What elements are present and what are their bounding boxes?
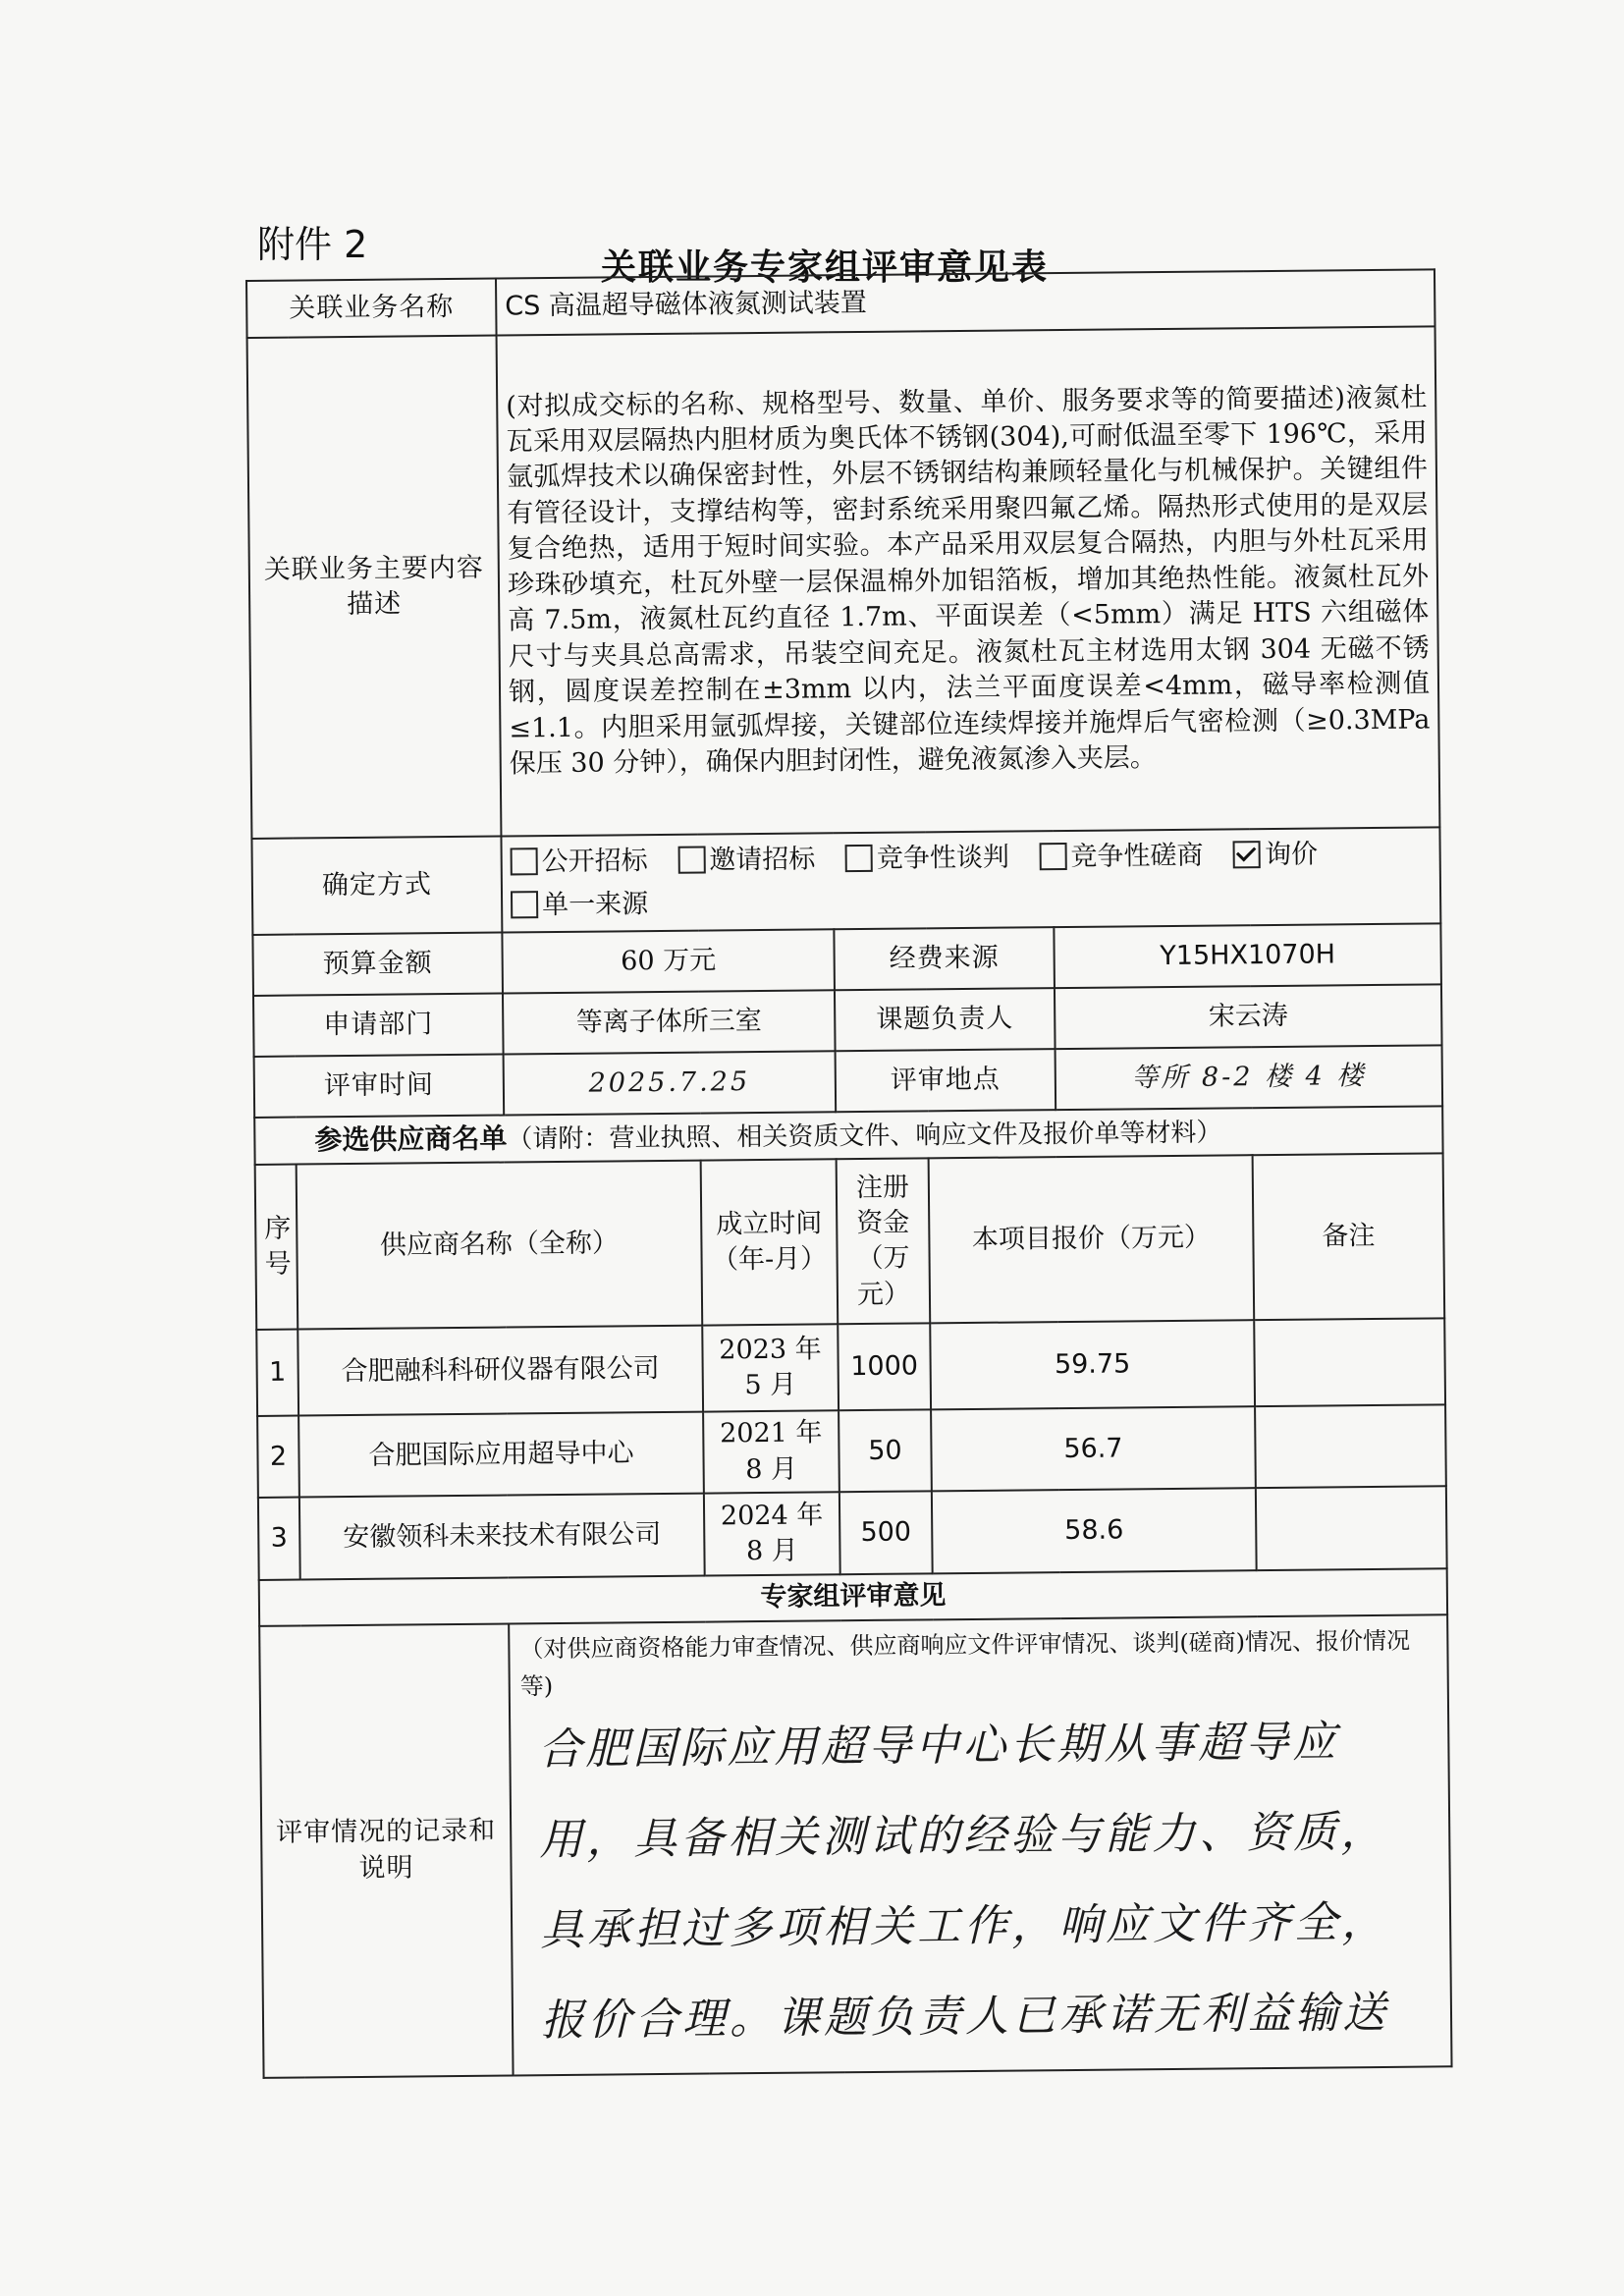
method-label: 确定方式 bbox=[251, 837, 502, 935]
col-header-founded: 成立时间（年-月） bbox=[701, 1160, 839, 1326]
supplier-no: 2 bbox=[257, 1416, 299, 1498]
table-row bbox=[257, 1405, 1446, 1498]
supplier-remark bbox=[1256, 1487, 1447, 1571]
table-row bbox=[256, 1319, 1445, 1417]
checkbox[interactable] bbox=[1039, 842, 1066, 869]
supplier-remark bbox=[1255, 1405, 1446, 1489]
business-name-label: 关联业务名称 bbox=[246, 279, 497, 338]
col-header-no: 序号 bbox=[255, 1165, 298, 1330]
checkbox[interactable] bbox=[845, 844, 873, 871]
supplier-name: 合肥国际应用超导中心 bbox=[298, 1412, 704, 1498]
supplier-capital: 1000 bbox=[838, 1324, 931, 1411]
fund-source-label: 经费来源 bbox=[834, 927, 1055, 990]
opinion-section-title: 专家组评审意见 bbox=[259, 1569, 1447, 1626]
review-place-label: 评审地点 bbox=[836, 1049, 1056, 1112]
col-header-quote: 本项目报价（万元） bbox=[929, 1156, 1255, 1324]
leader-label: 课题负责人 bbox=[835, 988, 1056, 1051]
supplier-founded: 2021 年 8 月 bbox=[703, 1411, 839, 1494]
checkbox[interactable] bbox=[677, 846, 705, 873]
col-header-capital: 注册资金（万元） bbox=[837, 1159, 931, 1325]
method-option-single-source[interactable]: 单一来源 bbox=[511, 889, 648, 920]
business-name-value: CS 高温超导磁体液氮测试装置 bbox=[496, 269, 1435, 335]
review-time-value: 2025.7.25 bbox=[504, 1051, 837, 1115]
budget-value: 60 万元 bbox=[502, 929, 835, 993]
supplier-remark bbox=[1254, 1319, 1445, 1407]
method-option-negotiation[interactable]: 竞争性谈判 bbox=[845, 843, 1009, 875]
dept-value: 等离子体所三室 bbox=[503, 990, 836, 1054]
fund-source-value: Y15HX1070H bbox=[1054, 923, 1441, 988]
checkbox[interactable] bbox=[511, 891, 538, 918]
supplier-founded: 2024 年 8 月 bbox=[704, 1493, 840, 1576]
supplier-founded: 2023 年 5 月 bbox=[702, 1325, 839, 1412]
method-option-consultation[interactable]: 竞争性磋商 bbox=[1039, 841, 1203, 873]
opinion-cell bbox=[509, 1614, 1451, 2075]
main-content-label: 关联业务主要内容描述 bbox=[247, 336, 502, 839]
method-option-inquiry[interactable]: 询价 bbox=[1233, 840, 1318, 871]
opinion-handwritten-text: 合肥国际应用超导中心长期从事超导应用，具备相关测试的经验与能力、资质，具承担过多项相关工作，响应文件齐全，报价合理。课题负责人已承诺无利益输送 bbox=[538, 1717, 1390, 2046]
method-option-invited-tender[interactable]: 邀请招标 bbox=[677, 844, 815, 875]
table-row bbox=[258, 1487, 1447, 1581]
checkbox[interactable] bbox=[511, 847, 538, 875]
supplier-quote: 58.6 bbox=[932, 1488, 1257, 1573]
dept-label: 申请部门 bbox=[253, 994, 504, 1057]
form-title: 关联业务专家组评审意见表 bbox=[600, 247, 1049, 288]
method-option-open-tender[interactable]: 公开招标 bbox=[511, 846, 648, 877]
checkbox-checked[interactable] bbox=[1233, 841, 1261, 868]
supplier-no: 3 bbox=[258, 1498, 300, 1580]
supplier-section-title: 参选供应商名单 bbox=[314, 1121, 508, 1157]
opinion-note: （对供应商资格能力审查情况、供应商响应文件评审情况、谈判(磋商)情况、报价情况等) bbox=[519, 1626, 1411, 1701]
review-form-table bbox=[245, 268, 1453, 2078]
budget-label: 预算金额 bbox=[252, 933, 503, 996]
method-options bbox=[501, 827, 1440, 932]
review-time-label: 评审时间 bbox=[254, 1055, 505, 1118]
supplier-capital: 500 bbox=[839, 1492, 933, 1575]
supplier-name: 合肥融科科研仪器有限公司 bbox=[298, 1326, 703, 1416]
main-content-text: (对拟成交标的名称、规格型号、数量、单价、服务要求等的简要描述)液氮杜瓦采用双层隔热内胆材质为奥氏体不锈钢(304),可耐低温至零下 196℃，采用氩弧焊技术以确保密封性，外层不锈钢结构兼顾轻量化与机械保护。关键组件有管径设计，支撑结构等，密封系统采用聚四氟乙烯。隔热形式使用的是双层复合绝热，适用于短时间实验。本产品采用双层复合隔热，内胆与外杜瓦采用珍珠砂填充，杜瓦外壁一层保温棉外加铝箔板，增加其绝热性能。液氮杜瓦外高 7.5m，液氮杜瓦约直径 1.7m、平面误差（<5mm）满足 HTS 六组磁体尺寸与夹具总高需求，吊装空间充足。液氮杜瓦主材选用太钢 304 无磁不锈钢，圆度误差控制在±3mm 以内，法兰平面度误差<4mm，磁导率检测值≤1.1。内胆采用氩弧焊接，关键部位连续焊接并施焊后气密检测（≥0.3MPa 保压 30 分钟），确保内胆封闭性，避免液氮渗入夹层。 bbox=[497, 326, 1440, 836]
attachment-label: 附件 2 bbox=[257, 223, 368, 266]
col-header-name: 供应商名称（全称） bbox=[297, 1161, 703, 1330]
supplier-name: 安徽领科未来技术有限公司 bbox=[299, 1494, 705, 1580]
col-header-remark: 备注 bbox=[1253, 1154, 1445, 1321]
opinion-label: 评审情况的记录和说明 bbox=[259, 1623, 513, 2077]
review-place-value: 等所 8-2 楼 4 楼 bbox=[1056, 1045, 1443, 1110]
leader-value: 宋云涛 bbox=[1055, 984, 1442, 1049]
supplier-quote: 59.75 bbox=[930, 1321, 1255, 1410]
supplier-capital: 50 bbox=[839, 1410, 932, 1493]
supplier-quote: 56.7 bbox=[931, 1407, 1256, 1492]
supplier-section-note: （请附：营业执照、相关资质文件、响应文件及报价单等材料） bbox=[507, 1118, 1222, 1155]
supplier-no: 1 bbox=[256, 1330, 298, 1416]
